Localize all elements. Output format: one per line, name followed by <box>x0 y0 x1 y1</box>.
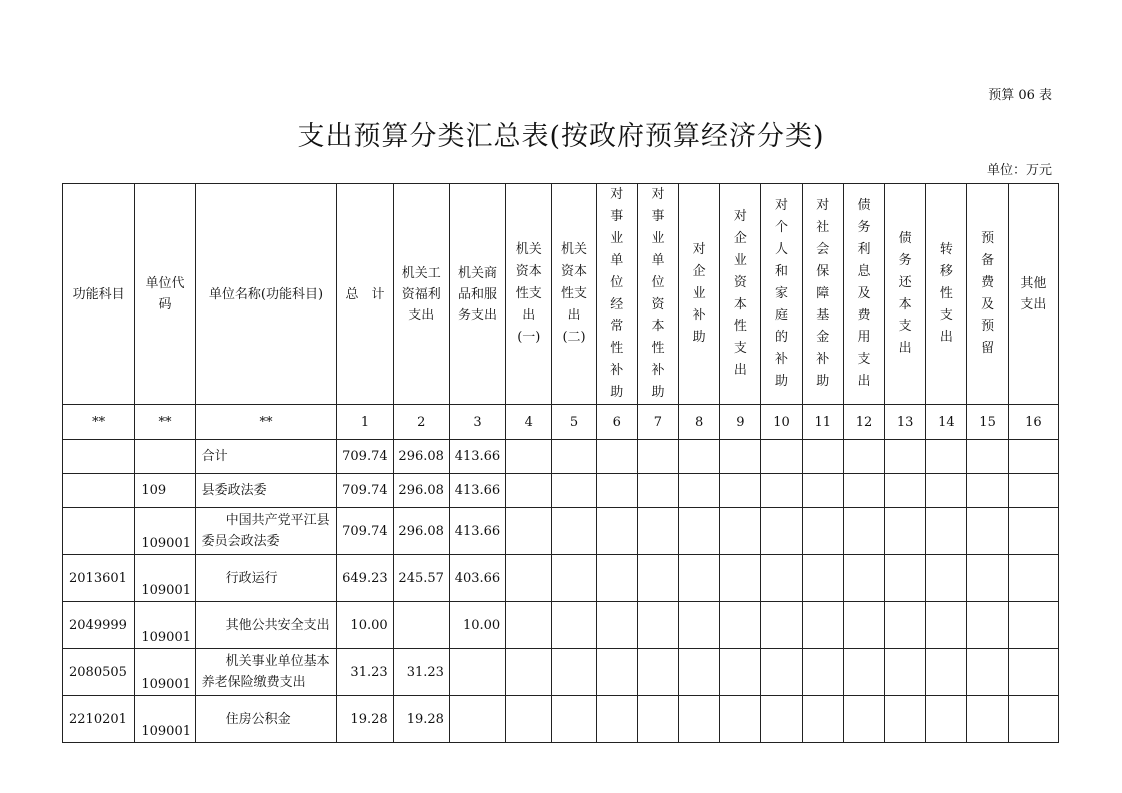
unit-code-cell: 109001 <box>135 696 195 743</box>
wage-welfare-cell: 31.23 <box>393 649 449 696</box>
empty-cell <box>843 474 884 508</box>
total-cell: 709.74 <box>337 474 393 508</box>
empty-cell <box>637 649 678 696</box>
index-cell: ** <box>135 405 195 440</box>
page-title: 支出预算分类汇总表(按政府预算经济分类) <box>297 121 825 152</box>
unit-name-cell: 其他公共安全支出 <box>195 602 337 649</box>
header-cell: 单位代 码 <box>135 184 195 405</box>
unit-code-cell: 109001 <box>135 649 195 696</box>
goods-services-cell: 413.66 <box>449 474 505 508</box>
empty-cell <box>1008 602 1058 649</box>
empty-cell <box>596 696 637 743</box>
wage-welfare-cell: 19.28 <box>393 696 449 743</box>
empty-cell <box>761 440 802 474</box>
unit-name-cell: 机关事业单位基本养老保险缴费支出 <box>195 649 337 696</box>
empty-cell <box>552 649 596 696</box>
empty-cell <box>637 508 678 555</box>
header-cell: 机关工 资福利 支出 <box>393 184 449 405</box>
table-row <box>63 649 1059 696</box>
empty-cell <box>967 649 1008 696</box>
empty-cell <box>802 440 843 474</box>
function-code-cell: 2210201 <box>63 696 135 743</box>
empty-cell <box>596 555 637 602</box>
unit-name-cell: 合计 <box>195 440 337 474</box>
function-code-cell <box>63 508 135 555</box>
unit-code-cell: 109 <box>135 474 195 508</box>
header-cell: 转 移 性 支 出 <box>926 184 967 405</box>
index-cell: 15 <box>967 405 1008 440</box>
index-cell: ** <box>195 405 337 440</box>
table-row <box>63 474 1059 508</box>
total-cell: 709.74 <box>337 440 393 474</box>
header-cell: 对 企 业 资 本 性 支 出 <box>720 184 761 405</box>
header-cell: 对 企 业 补 助 <box>679 184 720 405</box>
unit-name-cell: 县委政法委 <box>195 474 337 508</box>
empty-cell <box>967 508 1008 555</box>
table-row <box>63 696 1059 743</box>
empty-cell <box>552 602 596 649</box>
empty-cell <box>679 474 720 508</box>
empty-cell <box>761 649 802 696</box>
header-cell: 机关商 品和服 务支出 <box>449 184 505 405</box>
wage-welfare-cell <box>393 602 449 649</box>
header-cell: 机关 资本 性支 出 (一) <box>506 184 552 405</box>
empty-cell <box>506 508 552 555</box>
empty-cell <box>885 649 926 696</box>
empty-cell <box>1008 508 1058 555</box>
index-cell: 14 <box>926 405 967 440</box>
empty-cell <box>885 474 926 508</box>
index-cell: 12 <box>843 405 884 440</box>
empty-cell <box>926 508 967 555</box>
empty-cell <box>802 602 843 649</box>
empty-cell <box>596 474 637 508</box>
header-cell: 机关 资本 性支 出 (二) <box>552 184 596 405</box>
index-cell: ** <box>63 405 135 440</box>
header-cell: 对 社 会 保 障 基 金 补 助 <box>802 184 843 405</box>
header-cell: 对 事 业 单 位 资 本 性 补 助 <box>637 184 678 405</box>
index-cell: 4 <box>506 405 552 440</box>
index-cell: 11 <box>802 405 843 440</box>
empty-cell <box>679 508 720 555</box>
empty-cell <box>843 696 884 743</box>
empty-cell <box>679 649 720 696</box>
empty-cell <box>596 649 637 696</box>
empty-cell <box>506 696 552 743</box>
empty-cell <box>843 649 884 696</box>
empty-cell <box>679 696 720 743</box>
empty-cell <box>761 474 802 508</box>
function-code-cell: 2049999 <box>63 602 135 649</box>
index-cell: 16 <box>1008 405 1058 440</box>
empty-cell <box>679 440 720 474</box>
empty-cell <box>802 696 843 743</box>
empty-cell <box>1008 649 1058 696</box>
empty-cell <box>926 696 967 743</box>
wage-welfare-cell: 245.57 <box>393 555 449 602</box>
header-cell: 债 务 利 息 及 费 用 支 出 <box>843 184 884 405</box>
goods-services-cell: 413.66 <box>449 508 505 555</box>
unit-code-cell: 109001 <box>135 602 195 649</box>
empty-cell <box>967 602 1008 649</box>
empty-cell <box>720 696 761 743</box>
empty-cell <box>802 508 843 555</box>
empty-cell <box>885 440 926 474</box>
index-cell: 5 <box>552 405 596 440</box>
index-row <box>63 405 1059 440</box>
index-cell: 9 <box>720 405 761 440</box>
index-cell: 10 <box>761 405 802 440</box>
empty-cell <box>843 440 884 474</box>
empty-cell <box>720 440 761 474</box>
empty-cell <box>552 555 596 602</box>
empty-cell <box>506 555 552 602</box>
header-cell: 总 计 <box>337 184 393 405</box>
empty-cell <box>552 508 596 555</box>
unit-name-cell: 行政运行 <box>195 555 337 602</box>
function-code-cell <box>63 474 135 508</box>
goods-services-cell <box>449 696 505 743</box>
empty-cell <box>843 508 884 555</box>
index-cell: 6 <box>596 405 637 440</box>
empty-cell <box>761 602 802 649</box>
budget-table <box>62 183 1059 743</box>
empty-cell <box>552 696 596 743</box>
form-number: 预算 06 表 <box>988 88 1052 103</box>
empty-cell <box>596 508 637 555</box>
empty-cell <box>761 696 802 743</box>
table-row <box>63 508 1059 555</box>
unit-code-cell <box>135 440 195 474</box>
header-cell: 功能科目 <box>63 184 135 405</box>
table-row <box>63 440 1059 474</box>
wage-welfare-cell: 296.08 <box>393 474 449 508</box>
table-row <box>63 602 1059 649</box>
empty-cell <box>802 474 843 508</box>
empty-cell <box>552 440 596 474</box>
function-code-cell: 2080505 <box>63 649 135 696</box>
empty-cell <box>679 555 720 602</box>
empty-cell <box>1008 696 1058 743</box>
empty-cell <box>1008 474 1058 508</box>
empty-cell <box>967 696 1008 743</box>
empty-cell <box>720 508 761 555</box>
unit-code-cell: 109001 <box>135 555 195 602</box>
unit-code-cell: 109001 <box>135 508 195 555</box>
empty-cell <box>637 696 678 743</box>
function-code-cell: 2013601 <box>63 555 135 602</box>
total-cell: 10.00 <box>337 602 393 649</box>
empty-cell <box>720 602 761 649</box>
empty-cell <box>926 474 967 508</box>
empty-cell <box>720 555 761 602</box>
empty-cell <box>843 602 884 649</box>
header-cell: 债 务 还 本 支 出 <box>885 184 926 405</box>
total-cell: 649.23 <box>337 555 393 602</box>
empty-cell <box>637 602 678 649</box>
empty-cell <box>552 474 596 508</box>
empty-cell <box>679 602 720 649</box>
empty-cell <box>885 555 926 602</box>
index-cell: 7 <box>637 405 678 440</box>
goods-services-cell: 413.66 <box>449 440 505 474</box>
index-cell: 1 <box>337 405 393 440</box>
goods-services-cell <box>449 649 505 696</box>
empty-cell <box>885 508 926 555</box>
empty-cell <box>843 555 884 602</box>
index-cell: 2 <box>393 405 449 440</box>
header-cell: 预 备 费 及 预 留 <box>967 184 1008 405</box>
total-cell: 31.23 <box>337 649 393 696</box>
header-cell: 其他 支出 <box>1008 184 1058 405</box>
empty-cell <box>761 508 802 555</box>
goods-services-cell: 10.00 <box>449 602 505 649</box>
wage-welfare-cell: 296.08 <box>393 440 449 474</box>
empty-cell <box>596 440 637 474</box>
index-cell: 8 <box>679 405 720 440</box>
wage-welfare-cell: 296.08 <box>393 508 449 555</box>
empty-cell <box>506 440 552 474</box>
unit-label: 单位：万元 <box>986 163 1052 178</box>
total-cell: 709.74 <box>337 508 393 555</box>
total-cell: 19.28 <box>337 696 393 743</box>
header-cell: 单位名称(功能科目) <box>195 184 337 405</box>
empty-cell <box>596 602 637 649</box>
empty-cell <box>802 649 843 696</box>
empty-cell <box>967 440 1008 474</box>
header-cell: 对 个 人 和 家 庭 的 补 助 <box>761 184 802 405</box>
empty-cell <box>506 602 552 649</box>
empty-cell <box>926 602 967 649</box>
unit-name-cell: 中国共产党平江县委员会政法委 <box>195 508 337 555</box>
unit-name-cell: 住房公积金 <box>195 696 337 743</box>
empty-cell <box>802 555 843 602</box>
goods-services-cell: 403.66 <box>449 555 505 602</box>
empty-cell <box>885 696 926 743</box>
empty-cell <box>637 440 678 474</box>
header-cell: 对 事 业 单 位 经 常 性 补 助 <box>596 184 637 405</box>
empty-cell <box>967 474 1008 508</box>
empty-cell <box>637 555 678 602</box>
empty-cell <box>1008 555 1058 602</box>
empty-cell <box>885 602 926 649</box>
empty-cell <box>637 474 678 508</box>
empty-cell <box>926 555 967 602</box>
empty-cell <box>967 555 1008 602</box>
empty-cell <box>926 649 967 696</box>
empty-cell <box>926 440 967 474</box>
header-row <box>63 184 1059 405</box>
empty-cell <box>506 649 552 696</box>
index-cell: 13 <box>885 405 926 440</box>
empty-cell <box>720 649 761 696</box>
empty-cell <box>761 555 802 602</box>
table-row <box>63 555 1059 602</box>
empty-cell <box>1008 440 1058 474</box>
empty-cell <box>506 474 552 508</box>
empty-cell <box>720 474 761 508</box>
index-cell: 3 <box>449 405 505 440</box>
function-code-cell <box>63 440 135 474</box>
